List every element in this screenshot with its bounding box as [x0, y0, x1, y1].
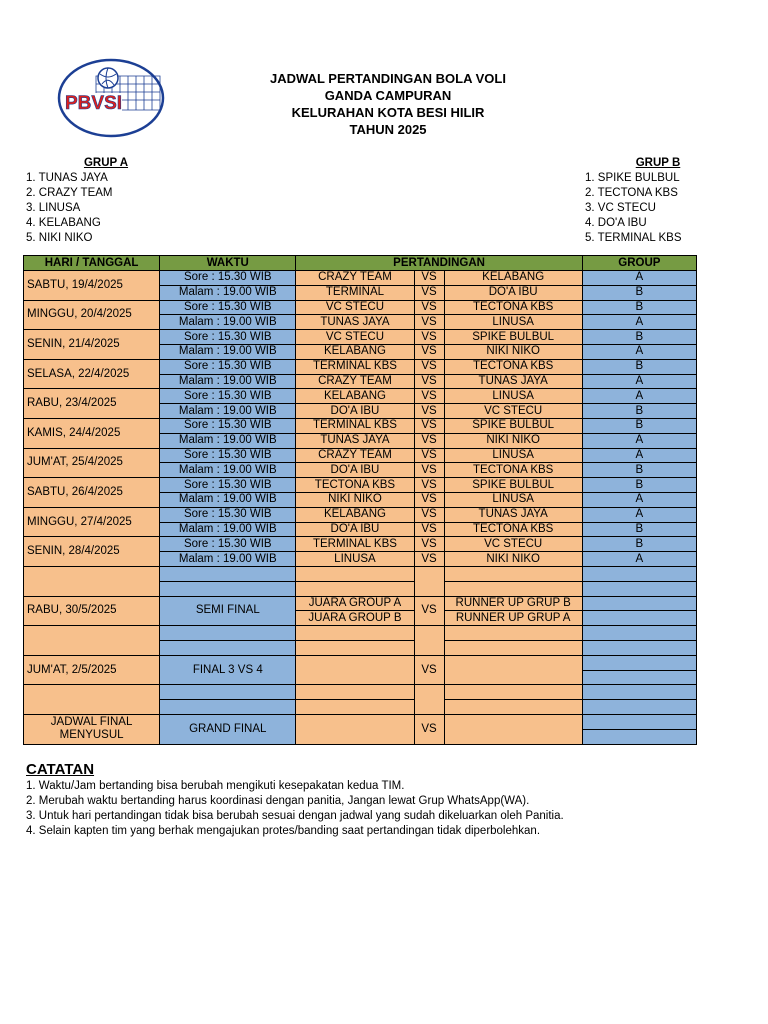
group-a-team: 5. NIKI NIKO: [26, 232, 93, 244]
home-team-cell: JUARA GROUP A: [296, 596, 414, 611]
group-cell: A: [582, 374, 696, 389]
empty-vs-cell: [414, 626, 444, 656]
match-time-cell: Sore : 15.30 WIB: [160, 330, 296, 345]
home-team-cell: CRAZY TEAM: [296, 448, 414, 463]
day-date-cell: KAMIS, 24/4/2025: [24, 418, 160, 448]
day-date-cell: SABTU, 19/4/2025: [24, 271, 160, 301]
empty-team-cell: [296, 581, 414, 596]
group-cell: B: [582, 522, 696, 537]
away-team-cell: VC STECU: [444, 404, 582, 419]
group-cell: [582, 655, 696, 670]
header-time: WAKTU: [160, 256, 296, 271]
group-cell: A: [582, 492, 696, 507]
round-label-cell: GRAND FINAL: [160, 714, 296, 744]
pbvsi-logo: [56, 58, 166, 138]
group-cell: [582, 714, 696, 729]
group-cell: B: [582, 418, 696, 433]
day-date-cell: SENIN, 21/4/2025: [24, 330, 160, 360]
vs-cell: VS: [414, 655, 444, 685]
group-cell: B: [582, 537, 696, 552]
day-date-cell: MINGGU, 20/4/2025: [24, 300, 160, 330]
schedule-body: [24, 256, 697, 745]
empty-group-cell: [582, 700, 696, 715]
match-time-cell: Sore : 15.30 WIB: [160, 271, 296, 286]
group-b-title: GRUP B: [635, 157, 681, 169]
home-team-cell: TERMINAL KBS: [296, 537, 414, 552]
group-cell: A: [582, 344, 696, 359]
group-cell: A: [582, 389, 696, 404]
group-b-team: 1. SPIKE BULBUL: [585, 172, 680, 184]
match-time-cell: Sore : 15.30 WIB: [160, 448, 296, 463]
group-cell: B: [582, 478, 696, 493]
group-b-team: 4. DO'A IBU: [585, 217, 647, 229]
empty-group-cell: [582, 640, 696, 655]
group-a-team: 1. TUNAS JAYA: [26, 172, 108, 184]
day-date-cell: SENIN, 28/4/2025: [24, 537, 160, 567]
round-label-cell: FINAL 3 VS 4: [160, 655, 296, 685]
away-team-cell: TUNAS JAYA: [444, 374, 582, 389]
group-cell: B: [582, 359, 696, 374]
round-label-cell: SEMI FINAL: [160, 596, 296, 626]
group-b-team: 2. TECTONA KBS: [585, 187, 678, 199]
home-team-cell: DO'A IBU: [296, 522, 414, 537]
title-line-2: GANDA CAMPURAN: [324, 88, 452, 103]
vs-cell: VS: [414, 418, 444, 433]
header-day: HARI / TANGGAL: [24, 256, 160, 271]
vs-cell: VS: [414, 522, 444, 537]
table-row: [24, 537, 697, 552]
empty-group-cell: [582, 685, 696, 700]
away-team-cell: SPIKE BULBUL: [444, 330, 582, 345]
away-team-cell: TECTONA KBS: [444, 522, 582, 537]
vs-cell: VS: [414, 389, 444, 404]
home-team-cell: NIKI NIKO: [296, 492, 414, 507]
empty-team-cell: [444, 581, 582, 596]
spacer-row: [24, 685, 697, 700]
match-time-cell: Malam : 19.00 WIB: [160, 344, 296, 359]
empty-time-cell: [160, 626, 296, 641]
match-time-cell: Malam : 19.00 WIB: [160, 315, 296, 330]
away-team-cell: VC STECU: [444, 537, 582, 552]
vs-cell: VS: [414, 463, 444, 478]
vs-cell: VS: [414, 285, 444, 300]
away-team-cell: DO'A IBU: [444, 285, 582, 300]
home-team-cell: CRAZY TEAM: [296, 374, 414, 389]
vs-cell: VS: [414, 714, 444, 744]
vs-cell: VS: [414, 271, 444, 286]
empty-group-cell: [582, 566, 696, 581]
empty-team-cell: [444, 640, 582, 655]
group-cell: [582, 596, 696, 611]
day-date-cell: SABTU, 26/4/2025: [24, 478, 160, 508]
group-cell: A: [582, 448, 696, 463]
match-time-cell: Sore : 15.30 WIB: [160, 359, 296, 374]
home-team-cell: KELABANG: [296, 344, 414, 359]
note-item: 2. Merubah waktu bertanding harus koordinasi dengan panitia, Jangan lewat Grup WhatsApp(WA).: [26, 795, 530, 807]
empty-time-cell: [160, 566, 296, 581]
match-time-cell: Malam : 19.00 WIB: [160, 433, 296, 448]
note-item: 3. Untuk hari pertandingan tidak bisa berubah sesuai dengan jadwal yang sudah dikeluarkan oleh Panitia.: [26, 810, 564, 822]
home-team-cell: TERMINAL: [296, 285, 414, 300]
table-header-row: [24, 256, 697, 271]
table-row: [24, 478, 697, 493]
group-cell: B: [582, 463, 696, 478]
home-team-cell: LINUSA: [296, 552, 414, 567]
table-row: [24, 359, 697, 374]
vs-cell: VS: [414, 404, 444, 419]
group-a-title: GRUP A: [83, 157, 129, 169]
home-team-cell: [296, 714, 414, 744]
home-team-cell: CRAZY TEAM: [296, 271, 414, 286]
vs-cell: VS: [414, 596, 444, 626]
vs-cell: VS: [414, 552, 444, 567]
group-cell: B: [582, 330, 696, 345]
vs-cell: VS: [414, 537, 444, 552]
day-date-cell: JUM'AT, 25/4/2025: [24, 448, 160, 478]
match-time-cell: Sore : 15.30 WIB: [160, 300, 296, 315]
match-time-cell: Malam : 19.00 WIB: [160, 552, 296, 567]
empty-team-cell: [444, 626, 582, 641]
match-time-cell: Malam : 19.00 WIB: [160, 492, 296, 507]
away-team-cell: TECTONA KBS: [444, 300, 582, 315]
page-title: [200, 70, 576, 138]
away-team-cell: LINUSA: [444, 492, 582, 507]
away-team-cell: LINUSA: [444, 389, 582, 404]
match-time-cell: Sore : 15.30 WIB: [160, 478, 296, 493]
vs-cell: VS: [414, 359, 444, 374]
group-a-team: 2. CRAZY TEAM: [26, 187, 113, 199]
home-team-cell: VC STECU: [296, 330, 414, 345]
group-b-team: 3. VC STECU: [585, 202, 656, 214]
note-item: 4. Selain kapten tim yang berhak mengajukan protes/banding saat pertandingan tidak diperbolehkan.: [26, 825, 541, 837]
empty-time-cell: [160, 685, 296, 700]
vs-cell: VS: [414, 478, 444, 493]
group-a-team: 4. KELABANG: [26, 217, 101, 229]
away-team-cell: NIKI NIKO: [444, 552, 582, 567]
empty-day-cell: [24, 566, 160, 596]
away-team-cell: [444, 714, 582, 744]
home-team-cell: TERMINAL KBS: [296, 418, 414, 433]
header-group: GROUP: [582, 256, 696, 271]
table-row: [24, 389, 697, 404]
group-cell: B: [582, 404, 696, 419]
away-team-cell: KELABANG: [444, 271, 582, 286]
empty-team-cell: [444, 700, 582, 715]
vs-cell: VS: [414, 492, 444, 507]
note-item: 1. Waktu/Jam bertanding bisa berubah mengikuti kesepakatan kedua TIM.: [26, 780, 405, 792]
away-team-cell: TECTONA KBS: [444, 463, 582, 478]
day-date-cell: JADWAL FINAL MENYUSUL: [24, 714, 160, 744]
day-date-cell: RABU, 30/5/2025: [24, 596, 160, 626]
group-cell: A: [582, 433, 696, 448]
home-team-cell: VC STECU: [296, 300, 414, 315]
vs-cell: VS: [414, 315, 444, 330]
empty-time-cell: [160, 581, 296, 596]
empty-time-cell: [160, 700, 296, 715]
away-team-cell: NIKI NIKO: [444, 433, 582, 448]
day-date-cell: MINGGU, 27/4/2025: [24, 507, 160, 537]
notes-title: CATATAN: [26, 761, 95, 778]
table-row: [24, 596, 697, 611]
empty-team-cell: [444, 566, 582, 581]
spacer-row: [24, 626, 697, 641]
group-b-team: 5. TERMINAL KBS: [585, 232, 682, 244]
vs-cell: VS: [414, 448, 444, 463]
away-team-cell: LINUSA: [444, 315, 582, 330]
title-line-3: KELURAHAN KOTA BESI HILIR: [291, 105, 485, 120]
pbvsi-logo-graphic: [56, 58, 166, 138]
title-line-1: JADWAL PERTANDINGAN BOLA VOLI: [270, 71, 506, 86]
day-date-cell: RABU, 23/4/2025: [24, 389, 160, 419]
table-row: [24, 330, 697, 345]
table-row: [24, 507, 697, 522]
empty-vs-cell: [414, 566, 444, 596]
empty-team-cell: [296, 626, 414, 641]
header-match: PERTANDINGAN: [296, 256, 582, 271]
day-date-cell: SELASA, 22/4/2025: [24, 359, 160, 389]
away-team-cell: RUNNER UP GRUP B: [444, 596, 582, 611]
group-cell: A: [582, 271, 696, 286]
group-cell: B: [582, 285, 696, 300]
vs-cell: VS: [414, 507, 444, 522]
empty-vs-cell: [414, 685, 444, 715]
title-line-4: TAHUN 2025: [349, 122, 427, 137]
table-row: [24, 448, 697, 463]
home-team-cell: DO'A IBU: [296, 404, 414, 419]
away-team-cell: RUNNER UP GRUP A: [444, 611, 582, 626]
match-time-cell: Malam : 19.00 WIB: [160, 404, 296, 419]
away-team-cell: TECTONA KBS: [444, 359, 582, 374]
empty-group-cell: [582, 581, 696, 596]
away-team-cell: LINUSA: [444, 448, 582, 463]
group-cell: A: [582, 315, 696, 330]
empty-day-cell: [24, 626, 160, 656]
group-cell: [582, 670, 696, 685]
empty-team-cell: [296, 685, 414, 700]
match-time-cell: Malam : 19.00 WIB: [160, 463, 296, 478]
table-row: [24, 418, 697, 433]
empty-team-cell: [296, 566, 414, 581]
empty-day-cell: [24, 685, 160, 715]
home-team-cell: TERMINAL KBS: [296, 359, 414, 374]
empty-time-cell: [160, 640, 296, 655]
table-row: [24, 300, 697, 315]
spacer-row: [24, 566, 697, 581]
day-date-cell: JUM'AT, 2/5/2025: [24, 655, 160, 685]
group-a-team: 3. LINUSA: [26, 202, 81, 214]
group-cell: A: [582, 507, 696, 522]
table-row: [24, 714, 697, 729]
home-team-cell: TECTONA KBS: [296, 478, 414, 493]
vs-cell: VS: [414, 374, 444, 389]
home-team-cell: KELABANG: [296, 389, 414, 404]
table-row: [24, 271, 697, 286]
home-team-cell: DO'A IBU: [296, 463, 414, 478]
table-row: [24, 655, 697, 670]
vs-cell: VS: [414, 344, 444, 359]
match-time-cell: Sore : 15.30 WIB: [160, 507, 296, 522]
group-cell: A: [582, 552, 696, 567]
home-team-cell: TUNAS JAYA: [296, 433, 414, 448]
empty-team-cell: [296, 700, 414, 715]
vs-cell: VS: [414, 330, 444, 345]
notes-section: [26, 762, 564, 839]
match-time-cell: Malam : 19.00 WIB: [160, 285, 296, 300]
away-team-cell: TUNAS JAYA: [444, 507, 582, 522]
group-cell: [582, 729, 696, 744]
match-time-cell: Malam : 19.00 WIB: [160, 522, 296, 537]
vs-cell: VS: [414, 433, 444, 448]
empty-team-cell: [296, 640, 414, 655]
away-team-cell: SPIKE BULBUL: [444, 478, 582, 493]
home-team-cell: JUARA GROUP B: [296, 611, 414, 626]
vs-cell: VS: [414, 300, 444, 315]
match-time-cell: Sore : 15.30 WIB: [160, 389, 296, 404]
group-cell: [582, 611, 696, 626]
home-team-cell: TUNAS JAYA: [296, 315, 414, 330]
group-b-list: [585, 156, 725, 246]
match-time-cell: Sore : 15.30 WIB: [160, 418, 296, 433]
home-team-cell: [296, 655, 414, 685]
home-team-cell: KELABANG: [296, 507, 414, 522]
group-cell: B: [582, 300, 696, 315]
away-team-cell: NIKI NIKO: [444, 344, 582, 359]
schedule-table: [23, 255, 697, 745]
match-time-cell: Malam : 19.00 WIB: [160, 374, 296, 389]
away-team-cell: SPIKE BULBUL: [444, 418, 582, 433]
group-a-list: [26, 156, 216, 246]
logo-text: PBVSI: [65, 93, 123, 114]
empty-group-cell: [582, 626, 696, 641]
away-team-cell: [444, 655, 582, 685]
empty-team-cell: [444, 685, 582, 700]
match-time-cell: Sore : 15.30 WIB: [160, 537, 296, 552]
